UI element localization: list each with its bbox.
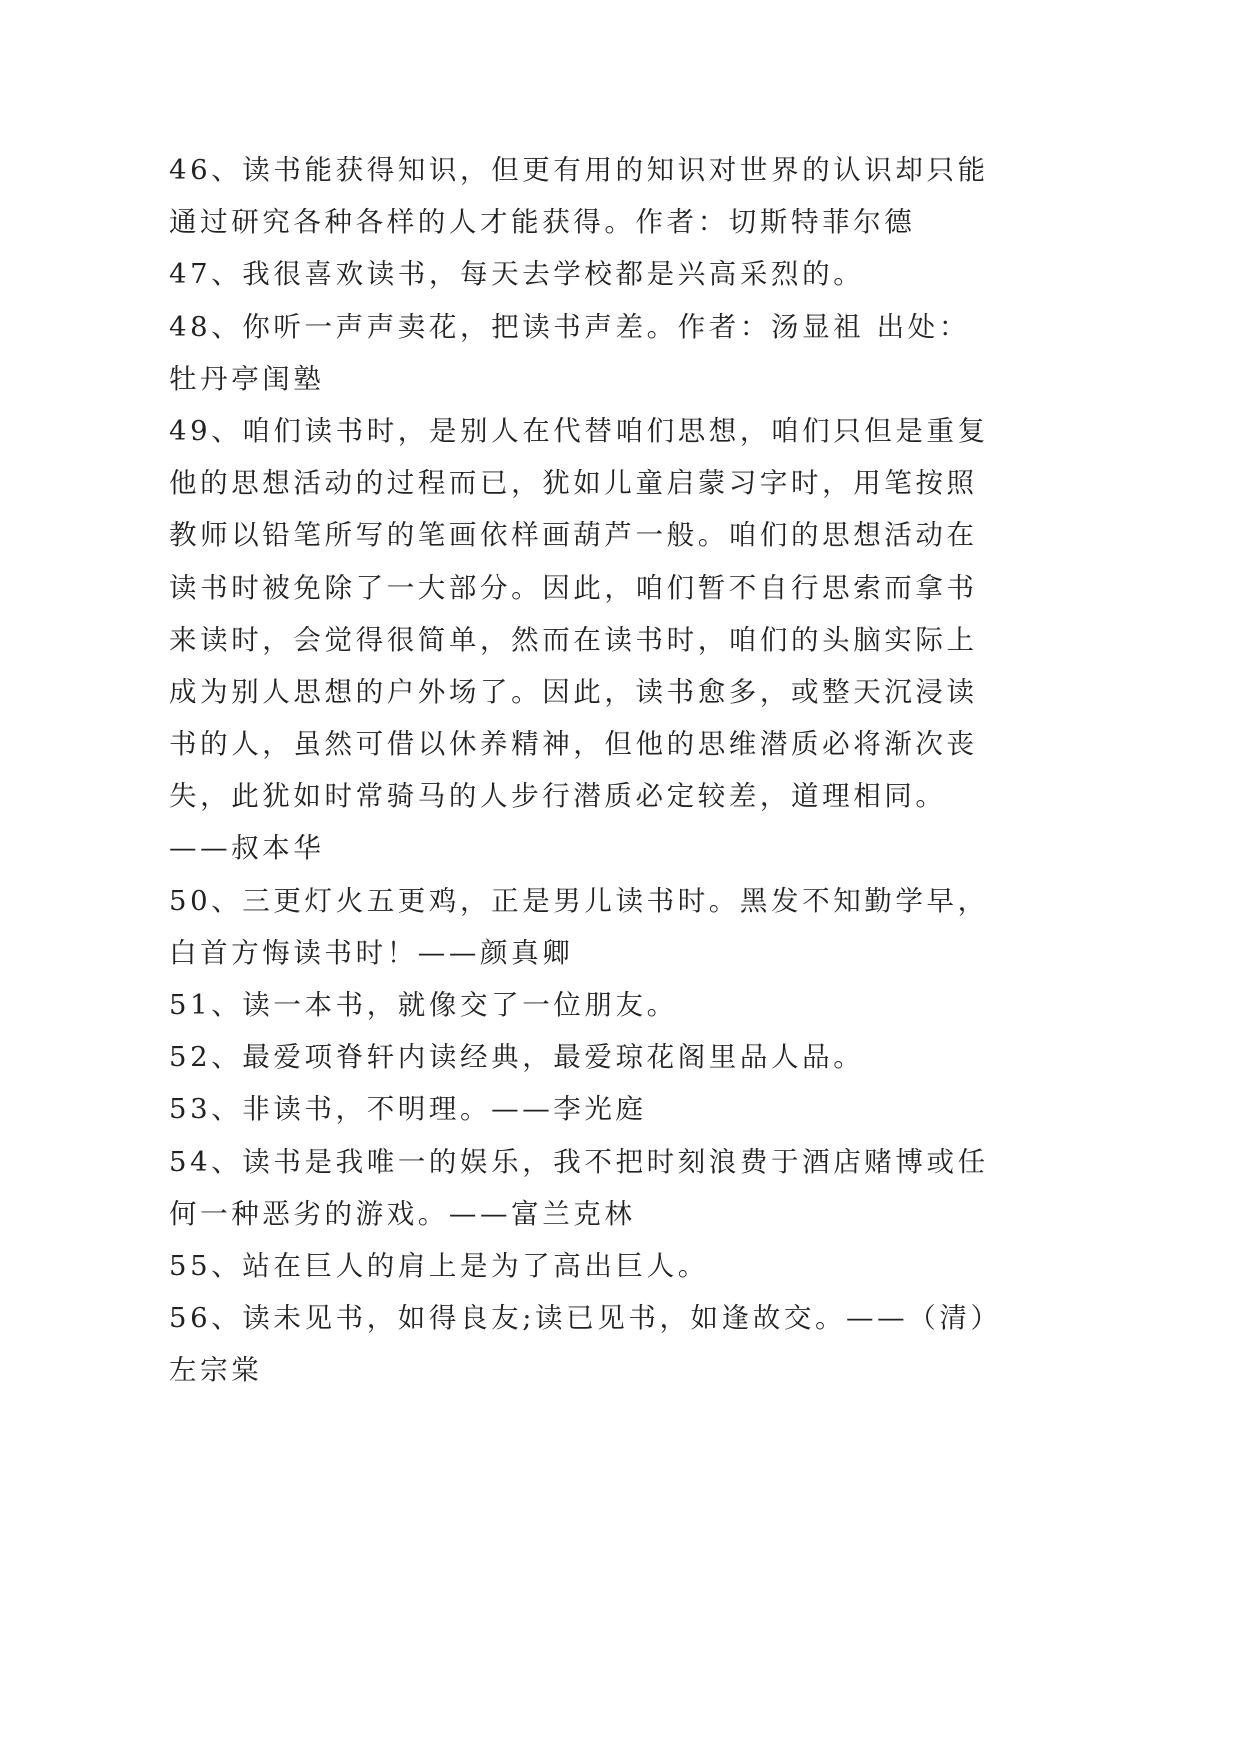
text-line: 55、站在巨人的肩上是为了高出巨人。 — [169, 1249, 709, 1282]
text-line: 49、咱们读书时，是别人在代替咱们思想，咱们只但是重复 — [169, 414, 989, 447]
text-line: 47、我很喜欢读书，每天去学校都是兴高采烈的。 — [169, 258, 865, 291]
text-line: 53、非读书，不明理。——李光庭 — [169, 1093, 647, 1126]
text-line: 51、读一本书，就像交了一位朋友。 — [169, 989, 678, 1021]
text-line: 读书时被免除了一大部分。因此，咱们暂不自行思索而拿书 — [169, 571, 978, 604]
text-line: 52、最爱项脊轩内读经典，最爱琼花阁里品人品。 — [169, 1041, 865, 1074]
text-line: 他的思想活动的过程而已，犹如儿童启蒙习字时，用笔按照 — [169, 467, 978, 500]
quote-text-block — [169, 144, 1002, 1397]
text-line: 白首方悔读书时！——颜真卿 — [169, 936, 574, 969]
text-line: 56、读未见书，如得良友;读已见书，如逢故交。——（清） — [169, 1302, 1002, 1335]
text-line: 失，此犹如时常骑马的人步行潜质必定较差，道理相同。 — [169, 780, 947, 813]
text-line: 48、你听一声声卖花，把读书声差。作者：汤显祖 出处： — [169, 310, 970, 343]
text-line: 左宗棠 — [169, 1354, 263, 1387]
text-line: 牡丹亭闺塾 — [169, 362, 325, 395]
text-line: 书的人，虽然可借以休养精神，但他的思维潜质必将渐次丧 — [169, 728, 978, 761]
text-line: 教师以铅笔所写的笔画依样画葫芦一般。咱们的思想活动在 — [169, 519, 978, 552]
text-line: 何一种恶劣的游戏。——富兰克林 — [169, 1197, 636, 1230]
text-line: 成为别人思想的户外场了。因此，读书愈多，或整天沉浸读 — [169, 675, 978, 708]
text-line: 50、三更灯火五更鸡，正是男儿读书时。黑发不知勤学早， — [169, 884, 989, 917]
text-line: 46、读书能获得知识，但更有用的知识对世界的认识却只能 — [169, 154, 989, 186]
text-line: 来读时，会觉得很简单，然而在读书时，咱们的头脑实际上 — [169, 623, 978, 656]
text-line: ——叔本华 — [169, 832, 325, 865]
text-line: 通过研究各种各样的人才能获得。作者：切斯特菲尔德 — [169, 206, 916, 239]
text-line: 54、读书是我唯一的娱乐，我不把时刻浪费于酒店赌博或任 — [169, 1145, 989, 1178]
